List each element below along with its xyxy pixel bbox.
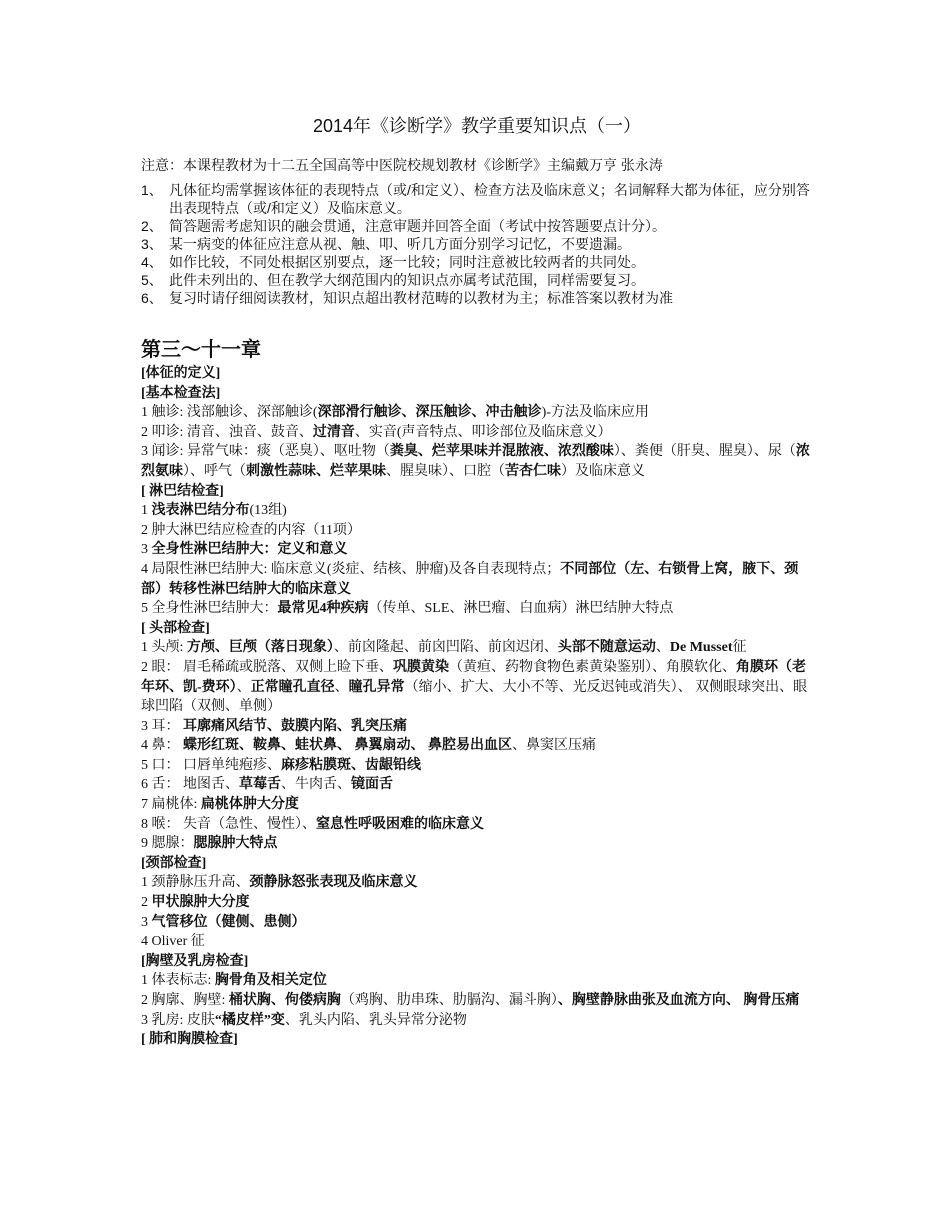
rule-number: 6、 xyxy=(141,290,163,306)
line-text: 、前囟隆起、前囟凹陷、前囟迟闭、 xyxy=(333,640,558,656)
emphasis-text: 甲状腺肿大分度 xyxy=(151,895,250,911)
rule-number: 2、 xyxy=(141,218,163,234)
section-line xyxy=(141,736,813,756)
section-heading: [胸壁及乳房检查] xyxy=(141,953,249,969)
rule-number: 1、 xyxy=(141,182,163,198)
rule-item xyxy=(141,181,813,217)
rule-item xyxy=(141,289,813,307)
line-text: 1 体表标志: xyxy=(141,973,215,989)
line-text: （鸡胸、肋串珠、肋膈沟、漏斗胸） xyxy=(340,993,558,1008)
rule-text: 某一病变的体征应注意从视、触、叩、听几方面分别学习记忆，不要遗漏。 xyxy=(169,236,631,252)
line-text: 、 xyxy=(655,640,670,656)
line-text: 3 xyxy=(141,914,152,930)
rule-number: 3、 xyxy=(141,236,163,252)
sections-container xyxy=(141,364,813,1050)
section-line xyxy=(141,795,813,815)
rule-number: 4、 xyxy=(141,254,163,270)
line-text: 、实音(声音特点、叩诊部位及临床意义） xyxy=(354,424,612,440)
rule-number: 5、 xyxy=(141,272,163,288)
emphasis-text: 扁桃体肿大分度 xyxy=(200,797,299,813)
emphasis-text: 草莓舌 xyxy=(239,777,281,793)
section-line xyxy=(141,560,813,599)
emphasis-text: 全身性淋巴结肿大：定义和意义 xyxy=(151,542,348,558)
line-text: 1 颈静脉压升高、 xyxy=(141,875,250,891)
section-line xyxy=(141,638,813,658)
emphasis-text: 巩膜黄染 xyxy=(393,659,449,675)
emphasis-text: 粪臭、烂苹果味并混脓液、浓烈酸味 xyxy=(389,444,614,460)
emphasis-text: 窒息性呼吸困难的临床意义 xyxy=(316,816,484,832)
section-line xyxy=(141,775,813,795)
section-line xyxy=(141,442,813,481)
line-text: 、 xyxy=(236,679,251,695)
line-text: 、乳头内陷、乳头异常分泌物 xyxy=(284,1012,467,1028)
emphasis-text: 角膜环（老年环、凯-费环） xyxy=(141,659,806,695)
emphasis-text: 胸骨角及相关定位 xyxy=(214,973,327,989)
rule-text: 如作比较，不同处根据区别要点，逐一比较；同时注意被比较两者的共同处。 xyxy=(169,254,645,270)
line-text: 、 xyxy=(334,679,349,695)
line-text: (13组) xyxy=(249,503,287,519)
emphasis-text: 不同部位（左、右锁骨上窝，腋下、颈部）转移性淋巴结肿大的临床意义 xyxy=(141,561,799,597)
line-text: （缩小、扩大、大小不等、光反迟钝或消失）、 双侧眼球突出、眼球凹陷（双侧、单侧） xyxy=(141,679,808,715)
line-text: 4 Oliver 征 xyxy=(141,934,205,950)
line-text: )-方法及临床应用 xyxy=(541,405,649,421)
course-note: 注意：本课程教材为十二五全国高等中医院校规划教材《诊断学》主编戴万亨 张永涛 xyxy=(141,157,663,173)
line-text: 1 xyxy=(141,503,152,519)
section-line xyxy=(141,834,813,854)
emphasis-text: “橘皮样”变 xyxy=(214,1012,285,1028)
rule-text: 此件未列出的、但在教学大纲范围内的知识点亦属考试范围，同样需要复习。 xyxy=(169,272,645,288)
rule-item xyxy=(141,271,813,289)
emphasis-text: 桶状胸、佝偻病胸 xyxy=(228,993,341,1008)
line-text: 3 闻诊: 异常气味：痰（恶臭）、呕吐物（ xyxy=(141,444,390,460)
emphasis-text: 最常见4种疾病 xyxy=(277,601,369,617)
line-text: ）、粪便（肝臭、腥臭）、尿（ xyxy=(613,444,796,460)
emphasis-text: 麻疹粘膜斑、齿龈铅线 xyxy=(281,757,421,773)
line-text: 3 xyxy=(141,542,152,558)
emphasis-text: 过清音 xyxy=(312,424,355,440)
line-text: 8 喉： 失音（急性、慢性）、 xyxy=(141,816,316,832)
line-text: 6 舌： 地图舌、 xyxy=(141,777,239,793)
rule-item xyxy=(141,217,813,235)
emphasis-text: 腮腺肿大特点 xyxy=(193,836,278,852)
section-line xyxy=(141,717,813,737)
line-text: 、牛肉舌、 xyxy=(281,777,351,793)
emphasis-text: De Musset xyxy=(669,640,733,656)
section-line xyxy=(141,1011,813,1031)
section-line xyxy=(141,932,813,952)
section-line xyxy=(141,873,813,893)
emphasis-text: 苦杏仁味 xyxy=(505,463,561,479)
line-text: 征 xyxy=(732,640,747,656)
section-line xyxy=(141,658,813,717)
line-text: 4 鼻： xyxy=(141,738,183,754)
emphasis-text: 浓烈氨味 xyxy=(141,444,810,479)
section-heading: [ 淋巴结检查] xyxy=(141,483,224,499)
section-line xyxy=(141,403,813,423)
section-line xyxy=(141,599,813,619)
emphasis-text: 蝶形红斑、鞍鼻、蛙状鼻、 鼻翼扇动、 鼻腔易出血区 xyxy=(183,738,512,754)
section-line xyxy=(141,423,813,443)
line-text: 2 胸廓、胸壁: xyxy=(141,993,229,1008)
chapter-heading: 第三～十一章 xyxy=(141,339,261,361)
study-rules-list xyxy=(141,181,813,307)
line-text: 7 扁桃体: xyxy=(141,797,201,813)
rule-item xyxy=(141,253,813,271)
section-line xyxy=(141,893,813,913)
line-text: 5 口： 口唇单纯疱疹、 xyxy=(141,757,281,773)
line-text: 、腥臭味）、口腔（ xyxy=(386,463,505,479)
line-text: 、鼻窦区压痛 xyxy=(512,738,596,754)
section-line xyxy=(141,971,813,991)
emphasis-text: 方颅、巨颅（落日现象） xyxy=(186,640,334,656)
emphasis-text: 镜面舌 xyxy=(351,777,393,793)
emphasis-text: 头部不随意运动 xyxy=(557,640,656,656)
line-text: 2 xyxy=(141,895,152,911)
line-text: 5 全身性淋巴结肿大： xyxy=(141,601,278,617)
section-heading: [颈部检查] xyxy=(141,855,207,871)
line-text: 2 叩诊: 清音、浊音、鼓音、 xyxy=(141,424,313,440)
emphasis-text: 气管移位（健侧、患侧） xyxy=(151,914,306,930)
section-line xyxy=(141,815,813,835)
section-line xyxy=(141,501,813,521)
line-text: 1 头颅: xyxy=(141,640,187,656)
emphasis-text: 正常瞳孔直径 xyxy=(250,679,335,695)
line-text: 3 耳： xyxy=(141,718,183,734)
section-heading: [体征的定义] xyxy=(141,366,221,381)
section-line xyxy=(141,991,813,1011)
emphasis-text: 耳廓痛风结节、鼓膜内陷、乳突压痛 xyxy=(183,718,407,734)
line-text: （黄疸、药物食物色素黄染鉴别）、角膜软化、 xyxy=(449,659,736,675)
document-title: 2014年《诊断学》教学重要知识点（一） xyxy=(312,116,642,136)
line-text: ）、呼气（ xyxy=(183,463,246,479)
section-line xyxy=(141,521,813,541)
section-line xyxy=(141,913,813,933)
line-text: 3 乳房: 皮肤 xyxy=(141,1012,215,1028)
emphasis-text: 、胸壁静脉曲张及血流方向、 胸骨压痛 xyxy=(557,993,800,1008)
emphasis-text: 浅表淋巴结分布 xyxy=(151,503,250,519)
line-text: 9 腮腺： xyxy=(141,836,194,852)
section-heading: [ 头部检查] xyxy=(141,620,210,636)
section-heading: [基本检查法] xyxy=(141,385,221,401)
line-text: （传单、SLE、淋巴瘤、白血病）淋巴结肿大特点 xyxy=(368,601,674,617)
rule-text: 简答题需考虑知识的融会贯通，注意审题并回答全面（考试中按答题要点计分）。 xyxy=(169,218,666,234)
rule-item xyxy=(141,235,813,253)
emphasis-text: 颈静脉怒张表现及临床意义 xyxy=(249,875,418,891)
section-line xyxy=(141,540,813,560)
emphasis-text: 瞳孔异常 xyxy=(348,679,405,695)
line-text: ）及临床意义 xyxy=(561,463,645,479)
rule-text: 凡体征均需掌握该体征的表现特点（或/和定义）、检查方法及临床意义；名词解释大都为体征，应分别答出表现特点（或/和定义）及临床意义。 xyxy=(169,182,810,216)
line-text: 2 肿大淋巴结应检查的内容（11项） xyxy=(141,522,361,538)
emphasis-text: 刺激性蒜味、烂苹果味 xyxy=(246,463,386,479)
emphasis-text: 深部滑行触诊、深压触诊、冲击触诊 xyxy=(317,405,542,421)
section-heading: [ 肺和胸膜检查] xyxy=(141,1032,238,1048)
line-text: 4 局限性淋巴结肿大: 临床意义(炎症、结核、肿瘤)及各自表现特点； xyxy=(141,561,561,577)
section-line xyxy=(141,756,813,776)
document-body xyxy=(141,336,813,1050)
line-text: 1 触诊: 浅部触诊、深部触诊( xyxy=(141,405,318,421)
line-text: 2 眼： 眉毛稀疏或脱落、双侧上睑下垂、 xyxy=(141,659,393,675)
rule-text: 复习时请仔细阅读教材，知识点超出教材范畴的以教材为主；标准答案以教材为准 xyxy=(169,290,673,306)
